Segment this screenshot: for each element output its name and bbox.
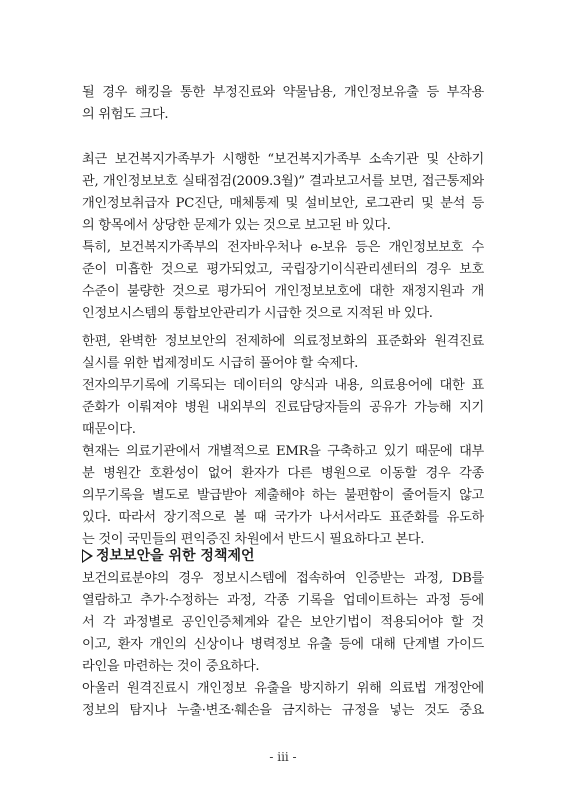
text-line: 특히, 보건복지가족부의 전자바우처나 e-보유 등은 개인정보보호 수: [82, 240, 484, 255]
text-line: 개인정보취급자 PC진단, 매체통제 및 설비보안, 로그관리 및 분석 등: [82, 196, 484, 211]
text-line: 준화가 이뤄져야 병원 내외부의 진료담당자들의 공유가 가능해 지기: [82, 400, 484, 415]
text-line: 이고, 환자 개인의 신상이나 병력정보 유출 등에 대해 단계별 가이드: [82, 637, 484, 652]
text-line: 최근 보건복지가족부가 시행한 “보건복지가족부 소속기관 및 산하기: [82, 152, 484, 167]
text-line: 라인을 마련하는 것이 중요하다.: [82, 659, 260, 674]
text-line: 관, 개인정보보호 실태점검(2009.3월)” 결과보고서를 보면, 접근통제와: [82, 174, 484, 189]
text-line: 열람하고 추가·수정하는 과정, 각종 기록을 업데이트하는 과정 등에: [82, 593, 484, 608]
text-line: 의 위험도 크다.: [82, 107, 169, 122]
text-line: 있다. 따라서 장기적으로 볼 때 국가가 나서서라도 표준화를 유도하: [82, 510, 484, 525]
text-line: 정보의 탐지나 누출·변조·훼손을 금지하는 규정을 넣는 것도 중요: [82, 703, 484, 718]
text-line: 실시를 위한 법제정비도 시급히 풀어야 할 숙제다.: [82, 356, 359, 371]
text-line: 현재는 의료기관에서 개별적으로 EMR을 구축하고 있기 때문에 대부: [82, 444, 484, 459]
text-line: 전자의무기록에 기록되는 데이터의 양식과 내용, 의료용어에 대한 표: [82, 378, 484, 393]
paragraph-1: [82, 82, 484, 126]
paragraph-6: [82, 441, 484, 551]
text-line: 보건의료분야의 경우 정보시스템에 접속하여 인증받는 과정, DB를: [82, 571, 484, 586]
text-line: 될 경우 해킹을 통한 부정진료와 약물남용, 개인정보유출 등 부작용: [82, 85, 484, 100]
text-line: 준이 미흡한 것으로 평가되었고, 국립장기이식관리센터의 경우 보호: [82, 262, 484, 277]
paragraph-2: [82, 149, 484, 237]
text-line: 때문이다.: [82, 422, 136, 437]
paragraph-5: [82, 375, 484, 441]
section-heading: [82, 544, 255, 568]
text-line: 한편, 완벽한 정보보안의 전제하에 의료정보화의 표준화와 원격진료: [82, 334, 484, 349]
paragraph-8: [82, 678, 484, 722]
paragraph-3: [82, 237, 484, 325]
page-number: - iii -: [269, 750, 297, 764]
triangle-bullet-icon: [82, 549, 93, 563]
text-line: 분 병원간 호환성이 없어 환자가 다른 병원으로 이동할 경우 각종: [82, 466, 484, 481]
paragraph-7: [82, 568, 484, 678]
text-line: 의 항목에서 상당한 문제가 있는 것으로 보고된 바 있다.: [82, 218, 391, 233]
text-line: 는 것이 국민들의 편익증진 차원에서 반드시 필요하다고 본다.: [82, 532, 425, 547]
text-line: 의무기록을 별도로 발급받아 제출해야 하는 불편함이 줄어들지 않고: [82, 488, 484, 503]
text-line: 수준이 불량한 것으로 평가되어 개인정보보호에 대한 재정지원과 개: [82, 284, 484, 299]
text-line: 인정보시스템의 통합보안관리가 시급한 것으로 지적된 바 있다.: [82, 306, 433, 321]
text-line: 서 각 과정별로 공인인증체계와 같은 보안기법이 적용되어야 할 것: [82, 615, 484, 630]
text-line: 아울러 원격진료시 개인정보 유출을 방지하기 위해 의료법 개정안에: [82, 681, 484, 696]
paragraph-4: [82, 331, 484, 375]
section-heading-text: 정보보안을 위한 정책제언: [96, 548, 255, 564]
